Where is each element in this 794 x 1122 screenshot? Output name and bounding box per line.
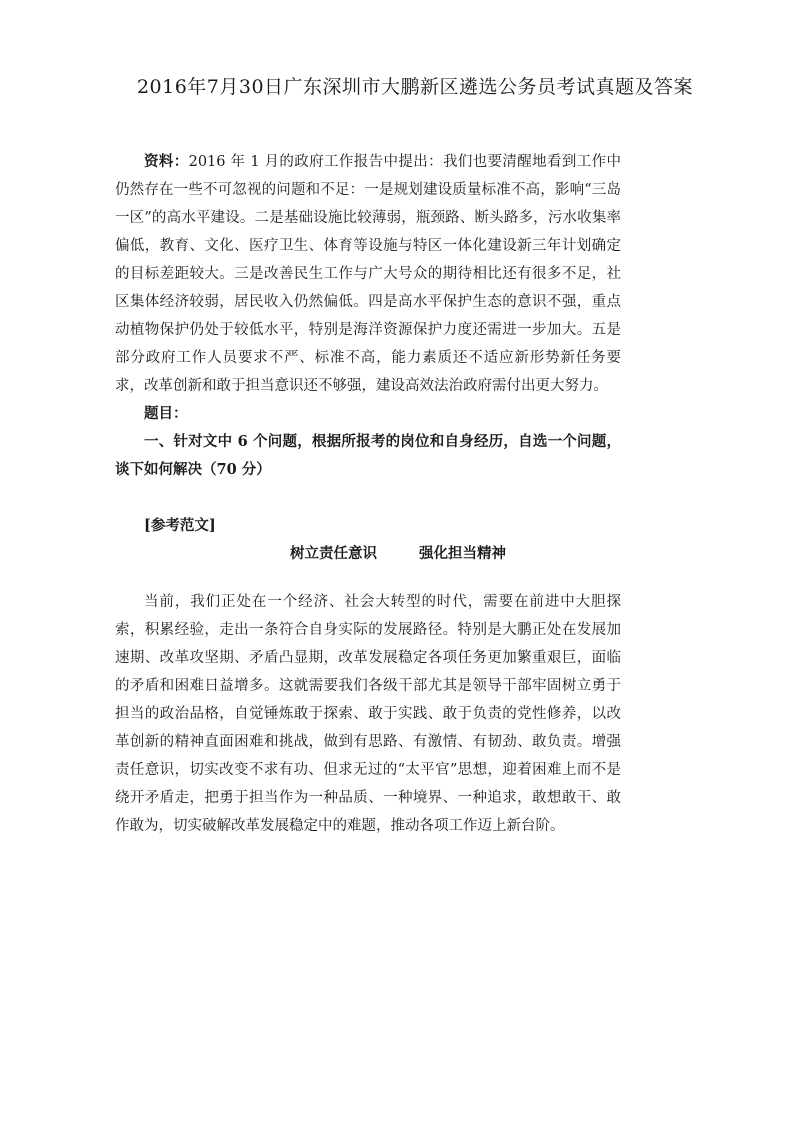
essay-title-right: 强化担当精神 [419, 545, 506, 562]
spacer [115, 568, 621, 588]
material-text: 2016 年 1 月的政府工作报告中提出：我们也要清醒地看到工作中仍然存在一些不可忽视的问题和不足：一是规划建设质量标准不高，影响“三岛一区”的高水平建设。二是基础设施比较薄弱，瓶颈路、断头路多，污水收集率偏低，教育、文化、医疗卫生、体育等设施与特区一体化建设新三年计划确定的目标差距较大。三是改善民生工作与广大号众的期待相比还有很多不足，社区集体经济较弱，居民收入仍然偏低。四是高水平保护生态的意识不强，重点动植物保护仍处于较低水平，特别是海洋资源保护力度还需进一步加大。五是部分政府工作人员要求不严、标准不高，能力素质还不适应新形势新任务要求，改革创新和敢于担当意识还不够强，建设高效法治政府需付出更大努力。 [115, 154, 622, 394]
document-title: 2016年7月30日广东深圳市大鹏新区遴选公务员考试真题及答案 [136, 76, 694, 98]
reference-label: [参考范文] [144, 517, 216, 534]
essay-title-left: 树立责任意识 [290, 545, 377, 562]
spacer [115, 484, 621, 512]
question-text: 一、针对文中 6 个问题，根据所报考的岗位和自身经历，自选一个问题，谈下如何解决（70 分） [115, 433, 621, 478]
material-paragraph [115, 148, 621, 400]
essay-title [115, 540, 621, 568]
question-heading: 题目： [144, 405, 188, 422]
essay-paragraph: 当前，我们正处在一个经济、社会大转型的时代，需要在前进中大胆探索，积累经验，走出一条符合自身实际的发展路径。特别是大鹏正处在发展加速期、改革攻坚期、矛盾凸显期，改革发展稳定各项任务更加繁重艰巨，面临的矛盾和困难日益增多。这就需要我们各级干部尤其是领导干部牢固树立勇于担当的政治品格，自觉锤炼敢于探索、敢于实践、敢于负责的党性修养，以改革创新的精神直面困难和挑战，做到有思路、有激情、有韧劲、敢负责。增强责任意识，切实改变不求有功、但求无过的“太平官”思想，迎着困难上而不是绕开矛盾走，把勇于担当作为一种品质、一种境界、一种追求，敢想敢干、敢作敢为，切实破解改革发展稳定中的难题，推动各项工作迈上新台阶。 [115, 594, 621, 834]
material-label: 资料： [144, 153, 189, 170]
document-body [115, 148, 621, 840]
